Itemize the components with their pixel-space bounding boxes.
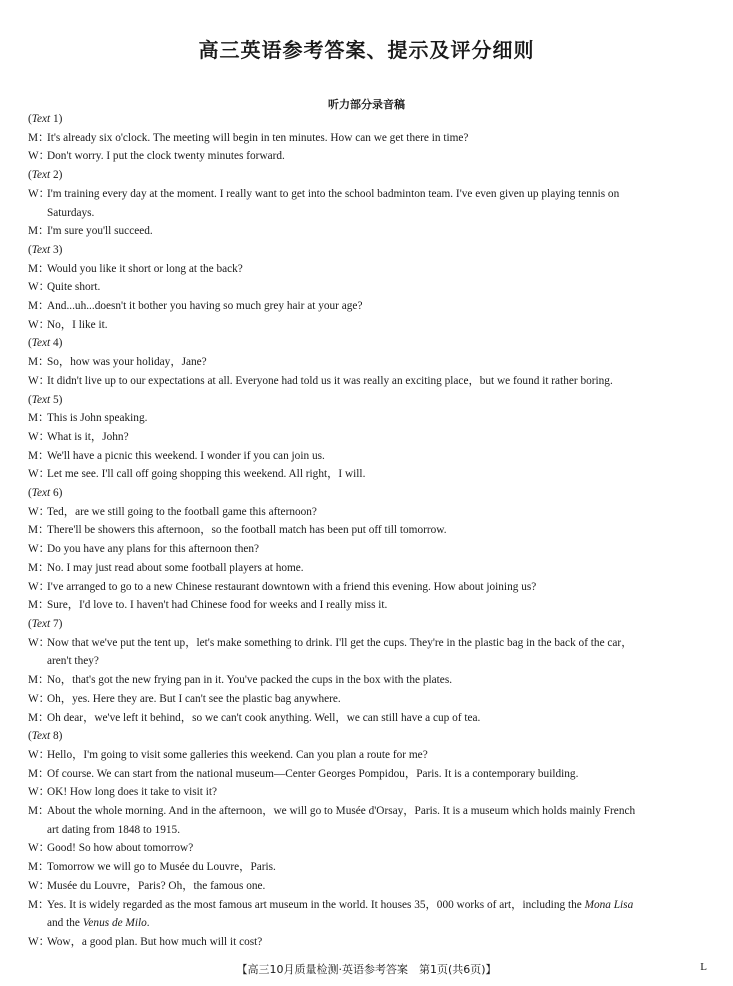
- speaker-label: M：: [28, 599, 50, 612]
- dialogue-text: art dating from 1848 to 1915.: [47, 823, 181, 836]
- dialogue-text: We'll have a picnic this weekend. I wonder if you can join us.: [47, 449, 325, 462]
- dialogue-text: Sure，I'd love to. I haven't had Chinese food for weeks and I really miss it.: [47, 599, 388, 612]
- speaker-label: M：: [28, 674, 50, 687]
- dialogue-text: What is it，John?: [47, 430, 129, 443]
- speaker-label: W：: [28, 692, 50, 705]
- dialogue-text: OK! How long does it take to visit it?: [47, 786, 218, 799]
- dialogue-line: [28, 634, 710, 653]
- dialogue-line: [28, 278, 710, 297]
- text-heading: (Text 8): [28, 730, 63, 743]
- dialogue-text: Good! So how about tomorrow?: [47, 842, 194, 855]
- dialogue-line: [28, 297, 710, 316]
- dialogue-line: [28, 147, 710, 166]
- speaker-label: W：: [28, 580, 50, 593]
- dialogue-text: Don't worry. I put the clock twenty minutes forward.: [47, 150, 285, 163]
- text-heading: (Text 2): [28, 169, 63, 182]
- speaker-label: M：: [28, 861, 50, 874]
- corner-mark: L: [700, 961, 707, 973]
- dialogue-text: Musée du Louvre，Paris? Oh，the famous one.: [47, 879, 266, 892]
- dialogue-text: And...uh...doesn't it bother you having so much grey hair at your age?: [47, 300, 363, 313]
- dialogue-text: I've arranged to go to a new Chinese restaurant downtown with a friend this evening. How about joining us?: [47, 580, 537, 593]
- dialogue-line: [28, 578, 710, 597]
- page-footer: 【高三10月质量检测·英语参考答案 第1页(共6页)】: [236, 963, 497, 976]
- dialogue-line: [28, 465, 710, 484]
- dialogue-text: No，that's got the new frying pan in it. You've packed the cups in the box with the plates.: [47, 674, 453, 687]
- dialogue-line: [28, 185, 710, 204]
- dialogue-text: Quite short.: [47, 281, 101, 294]
- dialogue-line: [28, 503, 710, 522]
- dialogue-line: [28, 204, 710, 223]
- dialogue-line: [28, 559, 710, 578]
- dialogue-line: [28, 783, 710, 802]
- dialogue-text: Do you have any plans for this afternoon then?: [47, 543, 260, 556]
- dialogue-line: [28, 877, 710, 896]
- speaker-label: [28, 204, 47, 223]
- dialogue-line: [28, 709, 710, 728]
- speaker-label: W：: [28, 842, 50, 855]
- dialogue-text: Oh，yes. Here they are. But I can't see the plastic bag anywhere.: [47, 692, 341, 705]
- speaker-label: M：: [28, 711, 50, 724]
- dialogue-line: [28, 521, 710, 540]
- speaker-label: W：: [28, 786, 50, 799]
- speaker-label: M：: [28, 449, 50, 462]
- dialogue-text: I'm sure you'll succeed.: [47, 225, 153, 238]
- speaker-label: W：: [28, 281, 50, 294]
- dialogue-text: aren't they?: [47, 655, 99, 668]
- page-title: 高三英语参考答案、提示及评分细则: [198, 38, 535, 62]
- dialogue-text: Now that we've put the tent up，let's make something to drink. I'll get the cups. They're in the plastic bag in the back of the car，: [47, 636, 633, 649]
- text-heading: (Text 1): [28, 113, 63, 125]
- speaker-label: W：: [28, 935, 50, 948]
- dialogue-text: No，I like it.: [47, 318, 108, 331]
- dialogue-text: It didn't live up to our expectations at all. Everyone had told us it was really an exciting place，but we found it rather boring.: [47, 374, 613, 387]
- speaker-label: [28, 821, 47, 840]
- dialogue-text: Let me see. I'll call off going shopping this weekend. All right，I will.: [47, 468, 366, 481]
- speaker-label: M：: [28, 131, 50, 144]
- speaker-label: M：: [28, 356, 50, 369]
- dialogue-text: It's already six o'clock. The meeting will begin in ten minutes. How can we get there in time?: [47, 131, 469, 144]
- dialogue-line: [28, 353, 710, 372]
- dialogue-line: [28, 933, 710, 952]
- dialogue-line: [28, 839, 710, 858]
- speaker-label: W：: [28, 374, 50, 387]
- dialogue-text: There'll be showers this afternoon，so the football match has been put off till tomorrow.: [47, 524, 447, 537]
- speaker-label: W：: [28, 430, 50, 443]
- dialogue-line: [28, 372, 710, 391]
- dialogue-text: So，how was your holiday，Jane?: [47, 356, 207, 369]
- section-title: 听力部分录音稿: [328, 98, 405, 111]
- dialogue-line: [28, 409, 710, 428]
- dialogue-text: About the whole morning. And in the afternoon，we will go to Musée d'Orsay，Paris. It is a museum which holds mainly French: [47, 805, 636, 818]
- dialogue-line: [28, 540, 710, 559]
- dialogue-line: [28, 914, 710, 933]
- dialogue-line: [28, 746, 710, 765]
- dialogue-line: [28, 129, 710, 148]
- dialogue-line: [28, 652, 710, 671]
- dialogue-line: [28, 596, 710, 615]
- speaker-label: M：: [28, 898, 50, 911]
- speaker-label: W：: [28, 748, 50, 761]
- dialogue-line: [28, 896, 710, 915]
- speaker-label: W：: [28, 150, 50, 163]
- dialogue-text: I'm training every day at the moment. I really want to get into the school badminton team. I've even given up playing tennis on: [47, 187, 620, 200]
- dialogue-text: Hello，I'm going to visit some galleries this weekend. Can you plan a route for me?: [47, 748, 428, 761]
- text-heading: (Text 7): [28, 617, 63, 630]
- dialogue-text: Oh dear，we've left it behind，so we can't cook anything. Well，we can still have a cup of tea.: [47, 711, 481, 724]
- speaker-label: [28, 914, 47, 933]
- dialogue-line: [28, 222, 710, 241]
- text-heading: (Text 6): [28, 487, 63, 500]
- speaker-label: W：: [28, 468, 50, 481]
- dialogue-text: Wow，a good plan. But how much will it cost?: [47, 935, 263, 948]
- dialogue-line: [28, 821, 710, 840]
- dialogue-line: [28, 447, 710, 466]
- dialogue-text: Saturdays.: [47, 206, 95, 219]
- speaker-label: M：: [28, 262, 50, 275]
- dialogue-text: Ted，are we still going to the football game this afternoon?: [47, 505, 317, 518]
- speaker-label: M：: [28, 805, 50, 818]
- dialogue-line: [28, 428, 710, 447]
- text-heading: (Text 3): [28, 243, 63, 256]
- dialogue-text: No. I may just read about some football players at home.: [47, 561, 304, 574]
- dialogue-line: [28, 260, 710, 279]
- text-heading: (Text 4): [28, 337, 63, 350]
- dialogue-text: Would you like it short or long at the back?: [47, 262, 243, 275]
- speaker-label: M：: [28, 225, 50, 238]
- speaker-label: M：: [28, 524, 50, 537]
- speaker-label: W：: [28, 636, 50, 649]
- speaker-label: W：: [28, 318, 50, 331]
- text-heading: (Text 5): [28, 393, 63, 406]
- dialogue-line: [28, 316, 710, 335]
- speaker-label: M：: [28, 412, 50, 425]
- speaker-label: W：: [28, 879, 50, 892]
- dialogue-line: [28, 802, 710, 821]
- dialogue-line: [28, 671, 710, 690]
- dialogue-line: [28, 690, 710, 709]
- dialogue-text: Tomorrow we will go to Musée du Louvre，Paris.: [47, 861, 276, 874]
- speaker-label: W：: [28, 543, 50, 556]
- speaker-label: W：: [28, 505, 50, 518]
- dialogue-text: This is John speaking.: [47, 412, 148, 425]
- dialogue-text: Yes. It is widely regarded as the most famous art museum in the world. It houses 35，000 works of art，including the Mona Lisa: [47, 898, 634, 911]
- speaker-label: M：: [28, 561, 50, 574]
- speaker-label: M：: [28, 300, 50, 313]
- speaker-label: W：: [28, 187, 50, 200]
- dialogue-line: [28, 765, 710, 784]
- dialogue-text: and the Venus de Milo.: [47, 917, 150, 930]
- transcript-body: [28, 110, 710, 952]
- speaker-label: M：: [28, 767, 50, 780]
- dialogue-line: [28, 858, 710, 877]
- dialogue-text: Of course. We can start from the national museum—Center Georges Pompidou，Paris. It is a contemporary building.: [47, 767, 579, 780]
- speaker-label: [28, 652, 47, 671]
